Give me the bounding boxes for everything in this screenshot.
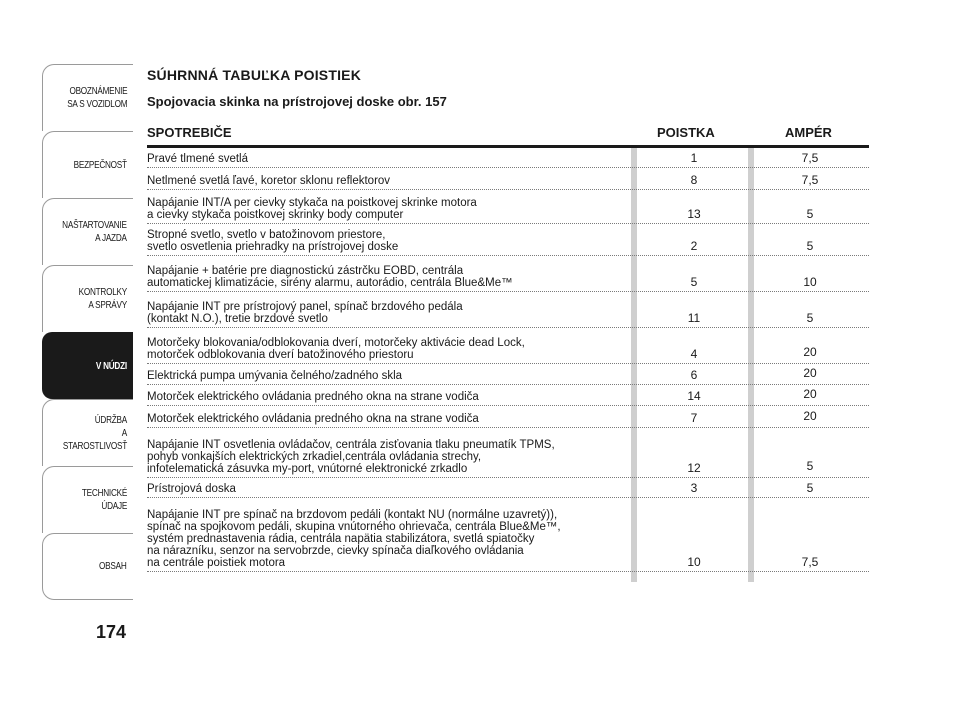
table-row (147, 256, 869, 292)
page-subtitle: Spojovacia skinka na prístrojovej doske obr. 157 (147, 94, 447, 109)
table-row (147, 385, 869, 406)
table-row (147, 292, 869, 328)
table-row (147, 428, 869, 478)
tab-oboznamenie[interactable] (42, 64, 133, 131)
tab-udrzba[interactable] (42, 399, 133, 466)
row-fuse: 11 (687, 311, 701, 325)
table-row (147, 224, 869, 256)
row-ampere: 5 (806, 481, 814, 495)
row-fuse: 13 (687, 207, 701, 221)
tab-nastartovanie[interactable] (42, 198, 133, 265)
row-consumer: Netlmené svetlá ľavé, koretor sklonu reflektorov (147, 175, 391, 187)
table-row (147, 498, 869, 572)
tab-label: OBSAH (99, 561, 127, 572)
row-fuse: 2 (690, 239, 698, 253)
tab-obsah[interactable] (42, 533, 133, 600)
row-ampere: 20 (803, 387, 817, 401)
row-consumer: Napájanie INT pre spínač na brzdovom pedáli (kontakt NU (normálne uzavretý)), spínač na spojkovom pedáli, skupina vnútorného ohrievača, centrála Blue&Me™, systém prednastavenia rádia, centrála napätia stabilizátora, svetlá spiatočky na nárazníku, senzor na servobrzde, cievky spínača diaľkového ovládania na centrále poistiek motora (147, 509, 561, 569)
tab-label: OBOZNÁMENIE SA S VOZIDLOM (66, 86, 127, 110)
column-header-consumer: SPOTREBIČE (147, 125, 232, 140)
tab-kontrolky[interactable] (42, 265, 133, 332)
row-consumer: Elektrická pumpa umývania čelného/zadného skla (147, 370, 403, 382)
table-row (147, 190, 869, 224)
row-fuse: 7 (690, 411, 698, 425)
column-header-ampere: AMPÉR (785, 125, 832, 140)
row-fuse: 6 (690, 368, 698, 382)
row-fuse: 8 (690, 173, 698, 187)
tab-label: V NÚDZI (95, 360, 127, 372)
row-ampere: 10 (803, 275, 817, 289)
tab-label: NAŠTARTOVANIE A JAZDA (62, 220, 127, 244)
row-consumer: Pravé tlmené svetlá (147, 153, 248, 165)
row-ampere: 20 (803, 345, 817, 359)
table-row (147, 478, 869, 498)
row-ampere: 20 (803, 366, 817, 380)
tab-label: BEZPEČNOSŤ (73, 159, 127, 171)
row-consumer: Prístrojová doska (147, 483, 236, 495)
row-fuse: 1 (690, 151, 698, 165)
section-tabs (42, 64, 133, 600)
table-row (147, 168, 869, 190)
row-ampere: 5 (806, 311, 814, 325)
tab-label: KONTROLKY A SPRÁVY (78, 287, 127, 311)
row-ampere: 5 (806, 239, 814, 253)
row-consumer: Motorček elektrického ovládania predného okna na strane vodiča (147, 391, 479, 403)
row-ampere: 5 (806, 207, 814, 221)
row-consumer: Motorček elektrického ovládania predného okna na strane vodiča (147, 413, 479, 425)
row-consumer: Napájanie + batérie pre diagnostickú zástrčku EOBD, centrála automatickej klimatizácie, sirény alarmu, autorádio, centrála Blue&Me™ (147, 265, 513, 289)
page-title: SÚHRNNÁ TABUĽKA POISTIEK (147, 67, 362, 83)
row-fuse: 4 (690, 347, 698, 361)
table-row (147, 364, 869, 385)
table-row (147, 328, 869, 364)
tab-bezpecnost[interactable] (42, 131, 133, 198)
page-number: 174 (96, 622, 127, 642)
table-row (147, 148, 869, 168)
row-ampere: 7,5 (801, 151, 819, 165)
tab-technicke-udaje[interactable] (42, 466, 133, 533)
row-ampere: 7,5 (801, 173, 819, 187)
row-ampere: 5 (806, 459, 814, 473)
row-consumer: Napájanie INT pre prístrojový panel, spínač brzdového pedála (kontakt N.O.), tretie brzdové svetlo (147, 301, 463, 325)
column-header-fuse: POISTKA (657, 125, 715, 140)
row-consumer: Motorčeky blokovania/odblokovania dverí, motorčeky aktivácie dead Lock, motorček odblokovania dverí batožinového priestoru (147, 337, 525, 361)
row-ampere: 7,5 (801, 555, 819, 569)
row-fuse: 12 (687, 461, 701, 475)
tab-label: ÚDRŽBA A STAROSTLIVOSŤ (62, 414, 127, 452)
row-fuse: 3 (690, 481, 698, 495)
row-fuse: 10 (687, 555, 701, 569)
fuse-table (147, 148, 869, 572)
row-consumer: Napájanie INT/A per cievky stykača na poistkovej skrinke motora a cievky stykača poistkovej skrinky body computer (147, 197, 477, 221)
table-row (147, 406, 869, 428)
tab-label: TECHNICKÉ ÚDAJE (81, 488, 127, 512)
row-fuse: 14 (687, 389, 701, 403)
row-consumer: Stropné svetlo, svetlo v batožinovom priestore, svetlo osvetlenia priehradky na prístrojovej doske (147, 229, 399, 253)
tab-v-nudzi[interactable] (42, 332, 133, 399)
row-consumer: Napájanie INT osvetlenia ovládačov, centrála zisťovania tlaku pneumatík TPMS, pohyb vonkajších elektrických zrkadiel,centrála ovládania strechy, infotelematická zásuvka my-port, vnútorné elektronické zrkadlo (147, 439, 555, 475)
row-ampere: 20 (803, 409, 817, 423)
row-fuse: 5 (690, 275, 698, 289)
